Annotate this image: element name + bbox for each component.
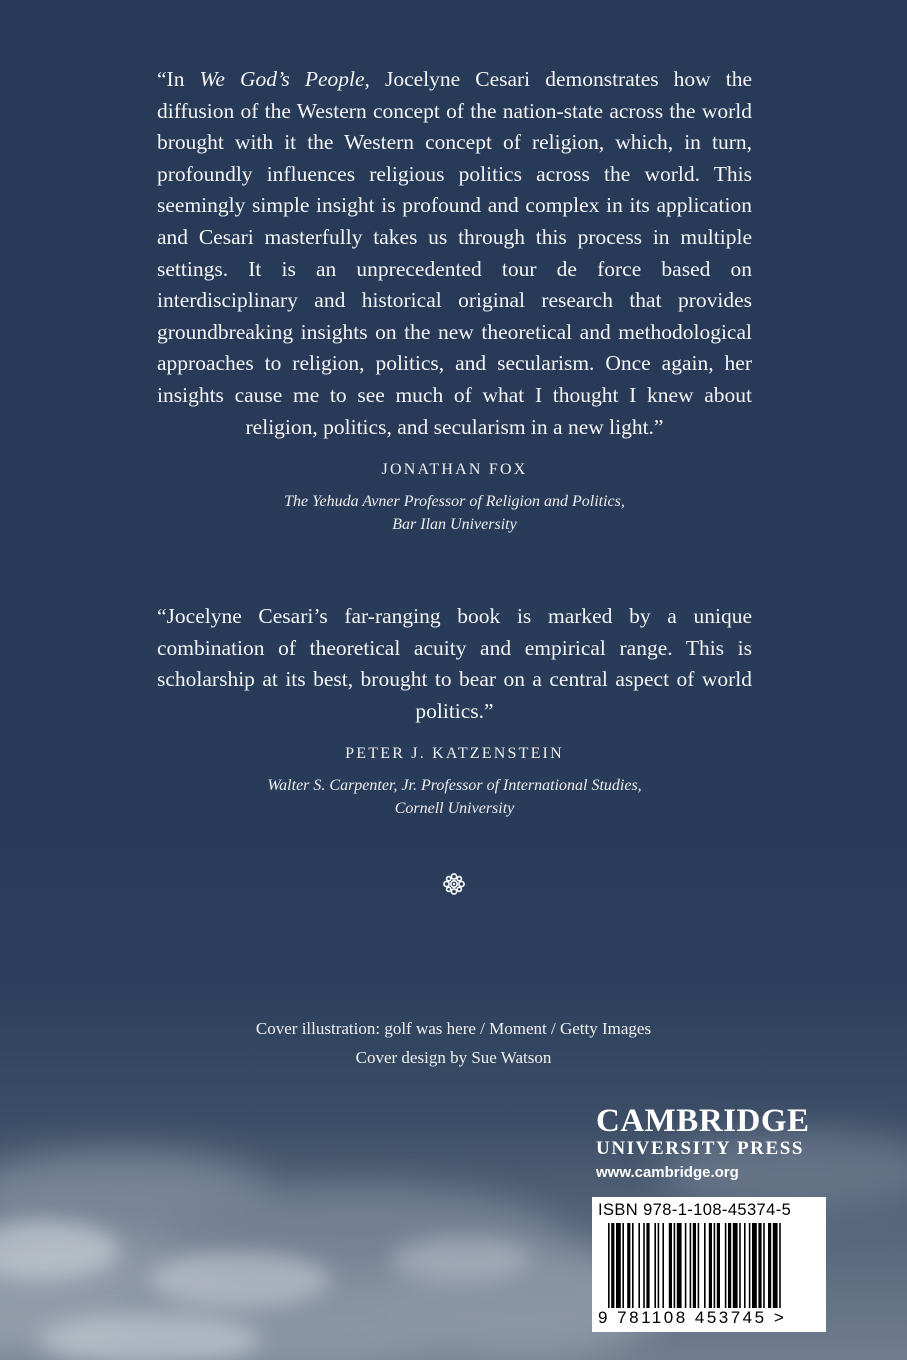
endorsement-quote-katzenstein: “Jocelyne Cesari’s far-ranging book is marked by a unique combination of theoretical acuity and empirical range. This is scholarship at its best, brought to bear on a central aspect of world politics.” <box>157 604 752 723</box>
cover-design-credit: Cover design by Sue Watson <box>355 1048 552 1067</box>
publisher-logo <box>596 1104 828 1184</box>
publisher-url: www.cambridge.org <box>596 1164 739 1181</box>
publisher-subtitle: UNIVERSITY PRESS <box>596 1138 805 1159</box>
endorsement-author-fox: JONATHAN FOX <box>381 461 528 478</box>
endorsement-author-katzenstein: PETER J. KATZENSTEIN <box>345 745 564 762</box>
ornament-icon <box>442 872 466 896</box>
cover-illustration-credit: Cover illustration: golf was here / Moment / Getty Images <box>255 1019 652 1038</box>
isbn-label: ISBN 978-1-108-45374-5 <box>598 1201 792 1219</box>
isbn-barcode <box>592 1197 826 1332</box>
barcode-number: 9 781108 453745 > <box>598 1308 787 1327</box>
endorsement-quote-fox: “In We God’s People, Jocelyne Cesari demonstrates how the diffusion of the Western concept of the nation-state across the world brought with it the Western concept of religion, which, in turn, profoundly influences religious politics across the world. This seemingly simple insight is profound and complex in its application and Cesari masterfully takes us through this process in multiple settings. It is an unprecedented tour de force based on interdisciplinary and historical original research that provides groundbreaking insights on the new theoretical and methodological approaches to religion, politics, and secularism. Once again, her insights cause me to see much of what I thought I knew about religion, politics, and secularism in a new light.” <box>157 67 753 439</box>
endorsement-affiliation-fox: The Yehuda Avner Professor of Religion and Politics, Bar Ilan University <box>284 493 625 533</box>
publisher-name: CAMBRIDGE <box>596 1103 810 1139</box>
book-title: We God’s People <box>199 67 365 91</box>
endorsement-affiliation-katzenstein: Walter S. Carpenter, Jr. Professor of International Studies, Cornell University <box>267 777 642 817</box>
